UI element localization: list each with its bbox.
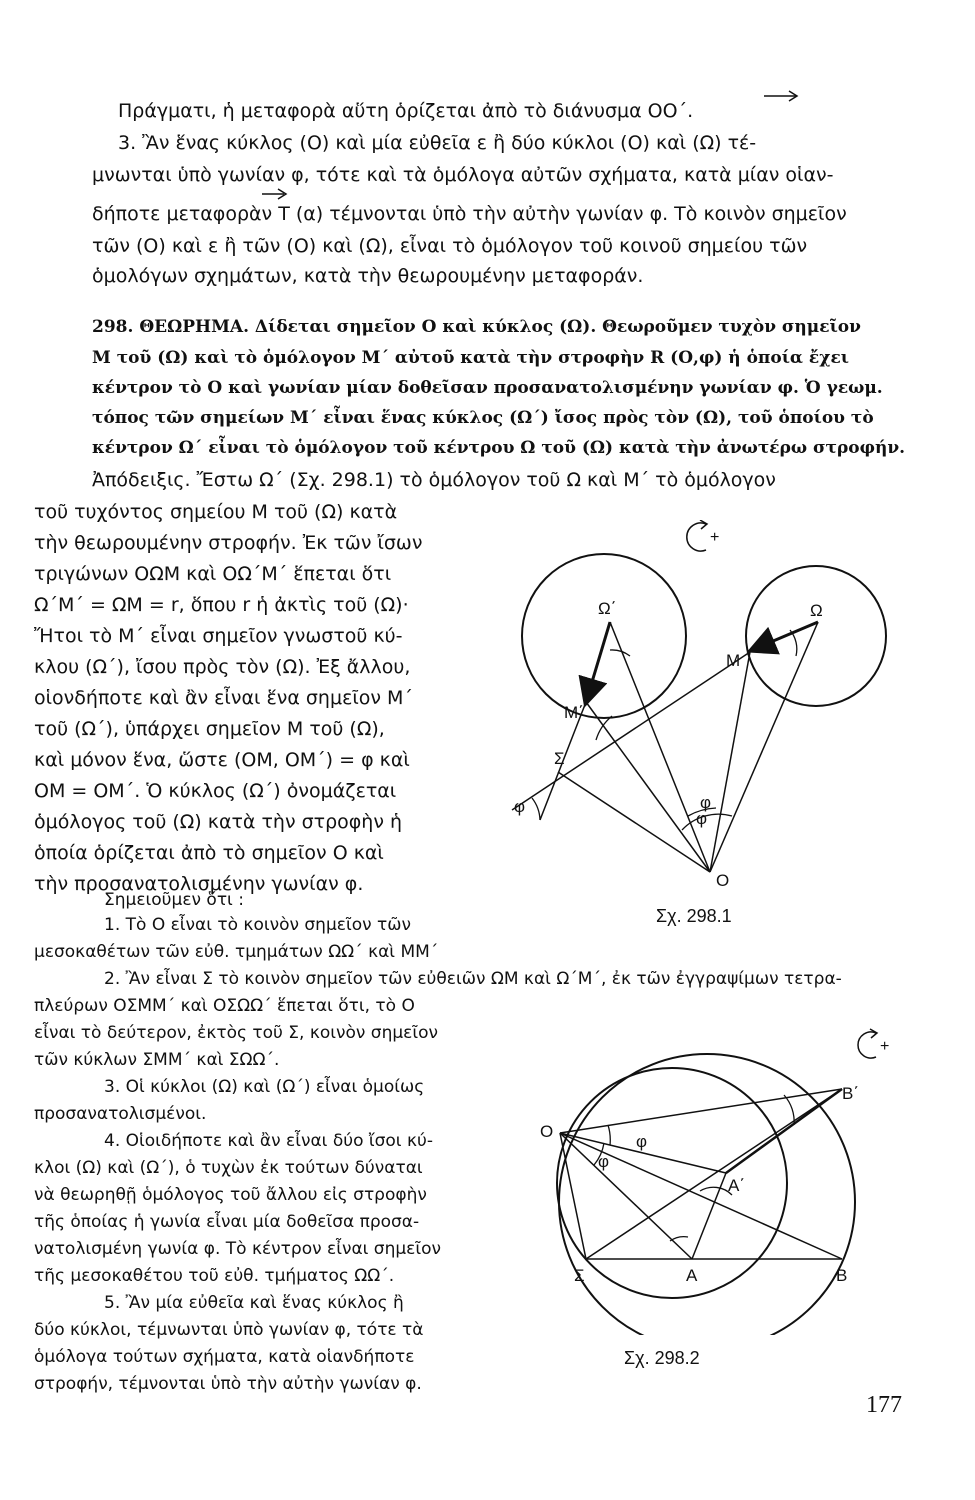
proof-line-4: τριγώνων ΟΩΜ καὶ ΟΩ΄Μ΄ ἕπεται ὅτι (34, 563, 392, 585)
note-1a: 1. Τὸ Ο εἶναι τὸ κοινὸν σημεῖον τῶν (104, 915, 411, 935)
label-sigma: Σ (554, 749, 565, 768)
intro-line-6: ὁμολόγων σχημάτων, κατὰ τὴν θεωρουμένην μεταφοράν. (92, 265, 644, 287)
figure-298-1 (500, 520, 920, 900)
proof-line-6: Ἤτοι τὸ Μ΄ εἶναι σημεῖον γνωστοῦ κύ- (34, 625, 403, 647)
segment-o-b-prime (560, 1089, 842, 1133)
theorem-line-3: κέντρον τὸ Ο καὶ γωνίαν μίαν δοθεῖσαν προσανατολισμένην γωνίαν φ. Ὁ γεωμ. (92, 378, 883, 398)
radius-omega-prime (586, 622, 610, 702)
intro-line-4: δήποτε μεταφορὰν Τ (α) τέμνονται ὑπὸ τὴν αὐτὴν γωνίαν φ. Τὸ κοινὸν σημεῖον (92, 203, 847, 225)
proof-line-13: ὁποία ὁρίζεται ἀπὸ τὸ σημεῖον Ο καὶ (34, 842, 384, 864)
theorem-line-2: Μ τοῦ (Ω) καὶ τὸ ὁμόλογον Μ΄ αὐτοῦ κατὰ τὴν στροφὴν R (Ο,φ) ἡ ὁποία ἔχει (92, 348, 849, 368)
circle-omega-prime (522, 554, 686, 718)
proof-line-11: ΟΜ = ΟΜ΄. Ὁ κύκλος (Ω΄) ὀνομάζεται (34, 780, 397, 802)
angle-arc (532, 798, 540, 820)
proof-line-5: Ω΄Μ΄ = ΩΜ = r, ὅπου r ἡ ἀκτὶς τοῦ (Ω)· (34, 594, 409, 616)
note-4d: τῆς ὁποίας ἡ γωνία εἶναι μία δοθεῖσα προσα- (34, 1212, 420, 1232)
vector-arrow-icon (260, 186, 290, 200)
label-m: Μ (726, 651, 741, 670)
note-2d: τῶν κύκλων ΣΜΜ΄ καὶ ΣΩΩ΄. (34, 1050, 280, 1070)
angle-arc (608, 1125, 610, 1145)
proof-line-7: κλου (Ω΄), ἴσου πρὸς τὸν (Ω). Ἐξ ἄλλου, (34, 656, 411, 678)
segment-o-omega-prime (610, 622, 710, 872)
intro-line-1: Πράγματι, ἡ μεταφορὰ αὕτη ὁρίζεται ἀπὸ τὸ διάνυσμα ΟΟ΄. (118, 100, 694, 122)
label-a-prime: Α΄ (728, 1176, 745, 1195)
proof-line-14: τὴν προσανατολισμένην γωνίαν φ. (34, 873, 364, 895)
note-3a: 3. Οἱ κύκλοι (Ω) καὶ (Ω΄) εἶναι ὁμοίως (104, 1077, 425, 1097)
proof-line-1: Ἀπόδειξις. Ἔστω Ω΄ (Σχ. 298.1) τὸ ὁμόλογον τοῦ Ω καὶ Μ΄ τὸ ὁμόλογον (92, 469, 776, 491)
segment-o-m-prime (586, 702, 710, 872)
label-b-prime: Β΄ (842, 1084, 859, 1103)
figure-1-caption: Σχ. 298.1 (656, 906, 732, 926)
figure-298-2 (520, 1025, 920, 1335)
proof-line-12: ὁμόλογος τοῦ (Ω) κατὰ τὴν στροφὴν ἡ (34, 811, 403, 833)
segment-o-sigma (558, 772, 710, 872)
proof-line-10: καὶ μόνον ἕνα, ὥστε (ΟΜ, ΟΜ΄) = φ καὶ (34, 749, 410, 771)
note-5d: στροφήν, τέμνονται ὑπὸ τὴν αὐτὴν γωνίαν φ. (34, 1374, 422, 1394)
label-omega-prime: Ω΄ (598, 599, 617, 618)
label-phi: φ (514, 797, 526, 816)
circle-omega (746, 566, 886, 706)
intro-line-2: 3. Ἂν ἕνας κύκλος (Ο) καὶ μία εὐθεῖα ε ἢ δύο κύκλοι (Ο) καὶ (Ω) τέ- (118, 132, 757, 154)
note-2b: πλεύρων ΟΣΜΜ΄ καὶ ΟΣΩΩ΄ ἕπεται ὅτι, τὸ Ο (34, 996, 415, 1016)
label-phi: φ (700, 793, 712, 812)
proof-line-3: τὴν θεωρουμένην στροφήν. Ἐκ τῶν ἴσων (34, 532, 423, 554)
label-sigma: Σ (574, 1266, 585, 1285)
theorem-line-1: 298. ΘΕΩΡΗΜΑ. Δίδεται σημεῖον Ο καὶ κύκλος (Ω). Θεωροῦμεν τυχὸν σημεῖον (92, 317, 861, 337)
note-4f: τῆς μεσοκαθέτου τοῦ εὐθ. τμήματος ΩΩ΄. (34, 1266, 395, 1286)
label-m-prime: Μ΄ (564, 703, 584, 722)
label-plus: + (710, 529, 720, 546)
note-4c: νὰ θεωρηθῇ ὁμόλογος τοῦ ἄλλου εἰς στροφὴν (34, 1185, 427, 1205)
proof-line-2: τοῦ τυχόντος σημείου Μ τοῦ (Ω) κατὰ (34, 501, 398, 523)
figure-2-caption: Σχ. 298.2 (624, 1348, 700, 1368)
note-4a: 4. Οἱοιδήποτε καὶ ἂν εἶναι δύο ἴσοι κύ- (104, 1131, 433, 1151)
note-4b: κλοι (Ω) καὶ (Ω΄), ὁ τυχὼν ἐκ τούτων δύναται (34, 1158, 423, 1178)
label-phi: φ (598, 1152, 610, 1171)
proof-line-9: τοῦ (Ω΄), ὑπάρχει σημεῖον Μ τοῦ (Ω), (34, 718, 385, 740)
label-b: Β (836, 1266, 848, 1285)
note-2a: 2. Ἂν εἶναι Σ τὸ κοινὸν σημεῖον τῶν εὐθειῶν ΩΜ καὶ Ω΄Μ΄, ἐκ τῶν ἐγγραψίμων τετρα- (104, 969, 842, 989)
label-a: Α (686, 1266, 698, 1285)
label-omega: Ω (810, 601, 823, 620)
page-number: 177 (866, 1392, 902, 1418)
note-4e: νατολισμένη γωνία φ. Τὸ κέντρον εἶναι σημεῖον (34, 1239, 442, 1259)
segment-o-m (710, 652, 750, 872)
label-o: O (540, 1122, 554, 1141)
note-5a: 5. Ἂν μία εὐθεῖα καὶ ἕνας κύκλος ἢ (104, 1293, 404, 1313)
note-5c: ὁμόλογα τούτων σχήματα, κατὰ οἱανδήποτε (34, 1347, 415, 1367)
proof-line-8: οἱονδήποτε καὶ ἂν εἶναι ἕνα σημεῖον Μ΄ (34, 687, 413, 709)
angle-arc (610, 650, 630, 656)
note-3b: προσανατολισμένοι. (34, 1104, 207, 1124)
segment-sigma-b-prime (586, 1089, 842, 1259)
notes-heading: Σημειοῦμεν ὅτι : (104, 890, 244, 910)
intro-line-3: μνωνται ὑπὸ γωνίαν φ, τότε καὶ τὰ ὁμόλογα αὐτῶν σχήματα, κατὰ μίαν οἱαν- (92, 164, 834, 186)
angle-arc (784, 1095, 794, 1125)
label-plus: + (880, 1038, 890, 1055)
vector-arrow-icon (762, 88, 802, 102)
intro-line-5: τῶν (Ο) καὶ ε ἢ τῶν (Ο) καὶ (Ω), εἶναι τὸ ὁμόλογον τοῦ κοινοῦ σημείου τῶν (92, 235, 808, 257)
label-o: O (716, 871, 730, 890)
note-1b: μεσοκαθέτων τῶν εὐθ. τμημάτων ΩΩ΄ καὶ ΜΜ΄ (34, 942, 439, 962)
note-5b: δύο κύκλοι, τέμνωνται ὑπὸ γωνίαν φ, τότε τὰ (34, 1320, 424, 1340)
label-phi: φ (696, 809, 708, 828)
note-2c: εἶναι τὸ δεύτερον, ἐκτὸς τοῦ Σ, κοινὸν σημεῖον (34, 1023, 439, 1043)
label-phi: φ (636, 1132, 648, 1151)
theorem-line-4: τόπος τῶν σημείων Μ΄ εἶναι ἕνας κύκλος (Ω΄) ἴσος πρὸς τὸν (Ω), τοῦ ὁποίου τὸ (92, 408, 874, 428)
theorem-line-5: κέντρον Ω΄ εἶναι τὸ ὁμόλογον τοῦ κέντρου Ω τοῦ (Ω) κατὰ τὴν ἀνωτέρω στροφήν. (92, 438, 906, 458)
